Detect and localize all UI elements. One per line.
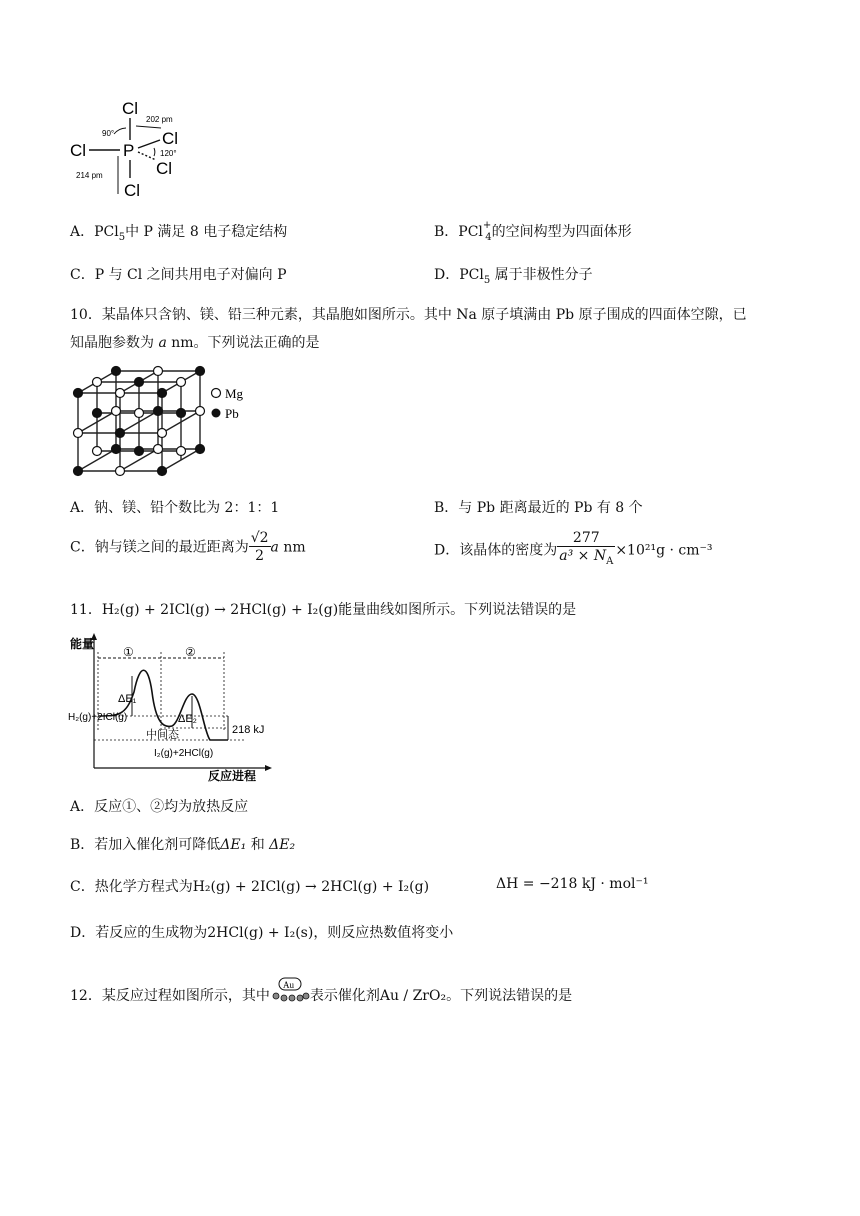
q10-option-d-denominator [557, 547, 615, 571]
legend-pb-label: Pb [225, 406, 239, 421]
q11-option-b-and: 和 [250, 837, 265, 853]
q10-option-b: B．与 Pb 距离最近的 Pb 有 8 个 [434, 500, 643, 516]
enthalpy-218-label: 218 kJ [232, 724, 265, 736]
q10-stem-post: nm。下列说法正确的是 [166, 335, 320, 351]
q9-option-a-label: A． [70, 224, 95, 240]
q9-option-b-label: B． [434, 224, 459, 240]
pcl5-length-202: 202 pm [146, 115, 173, 124]
q10-stem-var: a [158, 335, 167, 351]
q10-option-d-post: ×10²¹g · cm⁻³ [615, 542, 713, 559]
q9-option-a-text: 中 P 满足 8 电子稳定结构 [125, 224, 288, 240]
q9-option-d-label: D． [434, 267, 460, 283]
energy-profile-diagram [68, 632, 288, 782]
q10-stem-pre: 知晶胞参数为 [70, 335, 159, 351]
q9-option-b-text: 的空间构型为四面体形 [491, 224, 632, 240]
crystal-cell-figure [70, 363, 260, 479]
q11-option-c-dh: ΔH = −218 kJ · mol⁻¹ [496, 876, 649, 892]
q10-stem-line2 [70, 332, 320, 352]
pcl5-cl-bottom: Cl [124, 181, 141, 200]
q11-option-b-pre: B．若加入催化剂可降低 [70, 837, 221, 853]
q9-option-c [70, 264, 287, 284]
pcl5-structure-diagram [62, 98, 202, 200]
pcl5-angle-120: 120° [160, 149, 177, 158]
q12-catalyst: Au / ZrO₂ [379, 988, 447, 1004]
q9-option-d: D．PCl$_5$ 属于非极性分子 [434, 267, 593, 286]
q11-option-c [70, 876, 429, 896]
q10-option-d [434, 530, 713, 571]
q10-stem-line1: 10．某晶体只含钠、镁、铅三种元素，其晶胞如图所示。其中 Na 原子填满由 Pb 原子围成的四面体空隙，已 [70, 307, 747, 323]
energy-diagram-figure [68, 632, 288, 782]
q11-stem-equation: H₂(g) + 2ICl(g) → 2HCl(g) + I₂(g) [101, 602, 339, 618]
q11-option-b-de1: ΔE₁ [220, 837, 247, 853]
legend-pb-marker [212, 409, 221, 418]
products-label: I₂(g)+2HCl(g) [154, 748, 214, 759]
legend-mg-marker [212, 389, 221, 398]
q12-stem-post: 。下列说法错误的是 [446, 988, 573, 1004]
q12-stem-mid: 表示催化剂 [309, 988, 380, 1004]
pcl5-cl-right-upper: Cl [162, 129, 179, 148]
legend-mg-label: Mg [225, 386, 244, 401]
q11-option-c-pre: C．热化学方程式为 [70, 879, 193, 895]
q10-option-c-fraction [249, 530, 271, 565]
q10-option-d-fraction [557, 530, 615, 571]
crystal-cell-diagram [70, 363, 260, 479]
q9-option-b: B．PCl+$_4$的空间构型为四面体形 [434, 220, 632, 243]
q9-option-a: A．PCl$_5$中 P 满足 8 电子稳定结构 [70, 224, 288, 243]
q11-option-d-post: ，则反应热数值将变小 [313, 925, 454, 941]
q10-option-c-var: a [270, 539, 279, 556]
q11-option-b [70, 834, 295, 854]
delta-e2-label: ΔE₂ [178, 713, 197, 725]
q11-option-d [70, 922, 453, 942]
step-2-label: ② [185, 645, 196, 659]
energy-axis-label-top: 能量 [70, 637, 95, 651]
pcl5-cl-right-lower: Cl [156, 159, 173, 178]
q10-option-c-numerator: √2 [250, 530, 269, 546]
intermediate-label: 中间态 [146, 729, 179, 741]
q11-option-d-pre: D．若反应的生成物为 [70, 925, 208, 941]
pcl5-length-214: 214 pm [76, 171, 103, 180]
q12-stem [70, 974, 572, 1006]
catalyst-icon [270, 974, 310, 1008]
pcl5-angle-90: 90° [102, 129, 115, 138]
q10-option-d-den-main: a³ × N [559, 548, 607, 564]
progress-axis-label: 反应进程 [208, 769, 257, 782]
q10-option-c [70, 530, 306, 565]
catalyst-icon-label: Au [282, 980, 294, 990]
q10-option-c-pre: C．钠与镁之间的最近距离为 [70, 539, 249, 556]
pcl5-cl-top: Cl [122, 99, 139, 118]
q10-option-d-den-sub: A [606, 555, 614, 567]
q10-option-c-unit: nm [283, 539, 306, 556]
q11-stem [70, 599, 576, 619]
q11-option-a: A．反应①、②均为放热反应 [70, 799, 249, 815]
q10-option-a: A．钠、镁、铅个数比为 2：1：1 [70, 500, 280, 516]
pcl5-cl-left: Cl [70, 141, 87, 160]
q11-option-c-equation: H₂(g) + 2ICl(g) → 2HCl(g) + I₂(g) [192, 879, 430, 895]
step-1-label: ① [123, 645, 134, 659]
q12-stem-pre: 12．某反应过程如图所示，其中 [70, 988, 270, 1004]
q11-option-b-de2: ΔE₂ [269, 837, 296, 853]
reactants-label: H₂(g)+2ICl(g) [68, 712, 128, 723]
q9-option-c-text: C．P 与 Cl 之间共用电子对偏向 P [70, 267, 287, 283]
q10-option-d-numerator: 277 [557, 530, 615, 547]
q11-option-d-equation: 2HCl(g) + I₂(s) [207, 925, 314, 941]
q9-option-d-text: 属于非极性分子 [494, 267, 593, 283]
pcl5-p-atom: P [123, 141, 135, 160]
pcl5-structure-figure [62, 98, 202, 200]
q11-stem-number: 11． [70, 602, 102, 618]
q11-stem-text: 能量曲线如图所示。下列说法错误的是 [338, 602, 577, 618]
q10-option-c-denominator: 2 [255, 548, 265, 564]
delta-e1-label: ΔE₁ [118, 693, 137, 705]
q10-option-d-pre: D．该晶体的密度为 [434, 542, 558, 559]
